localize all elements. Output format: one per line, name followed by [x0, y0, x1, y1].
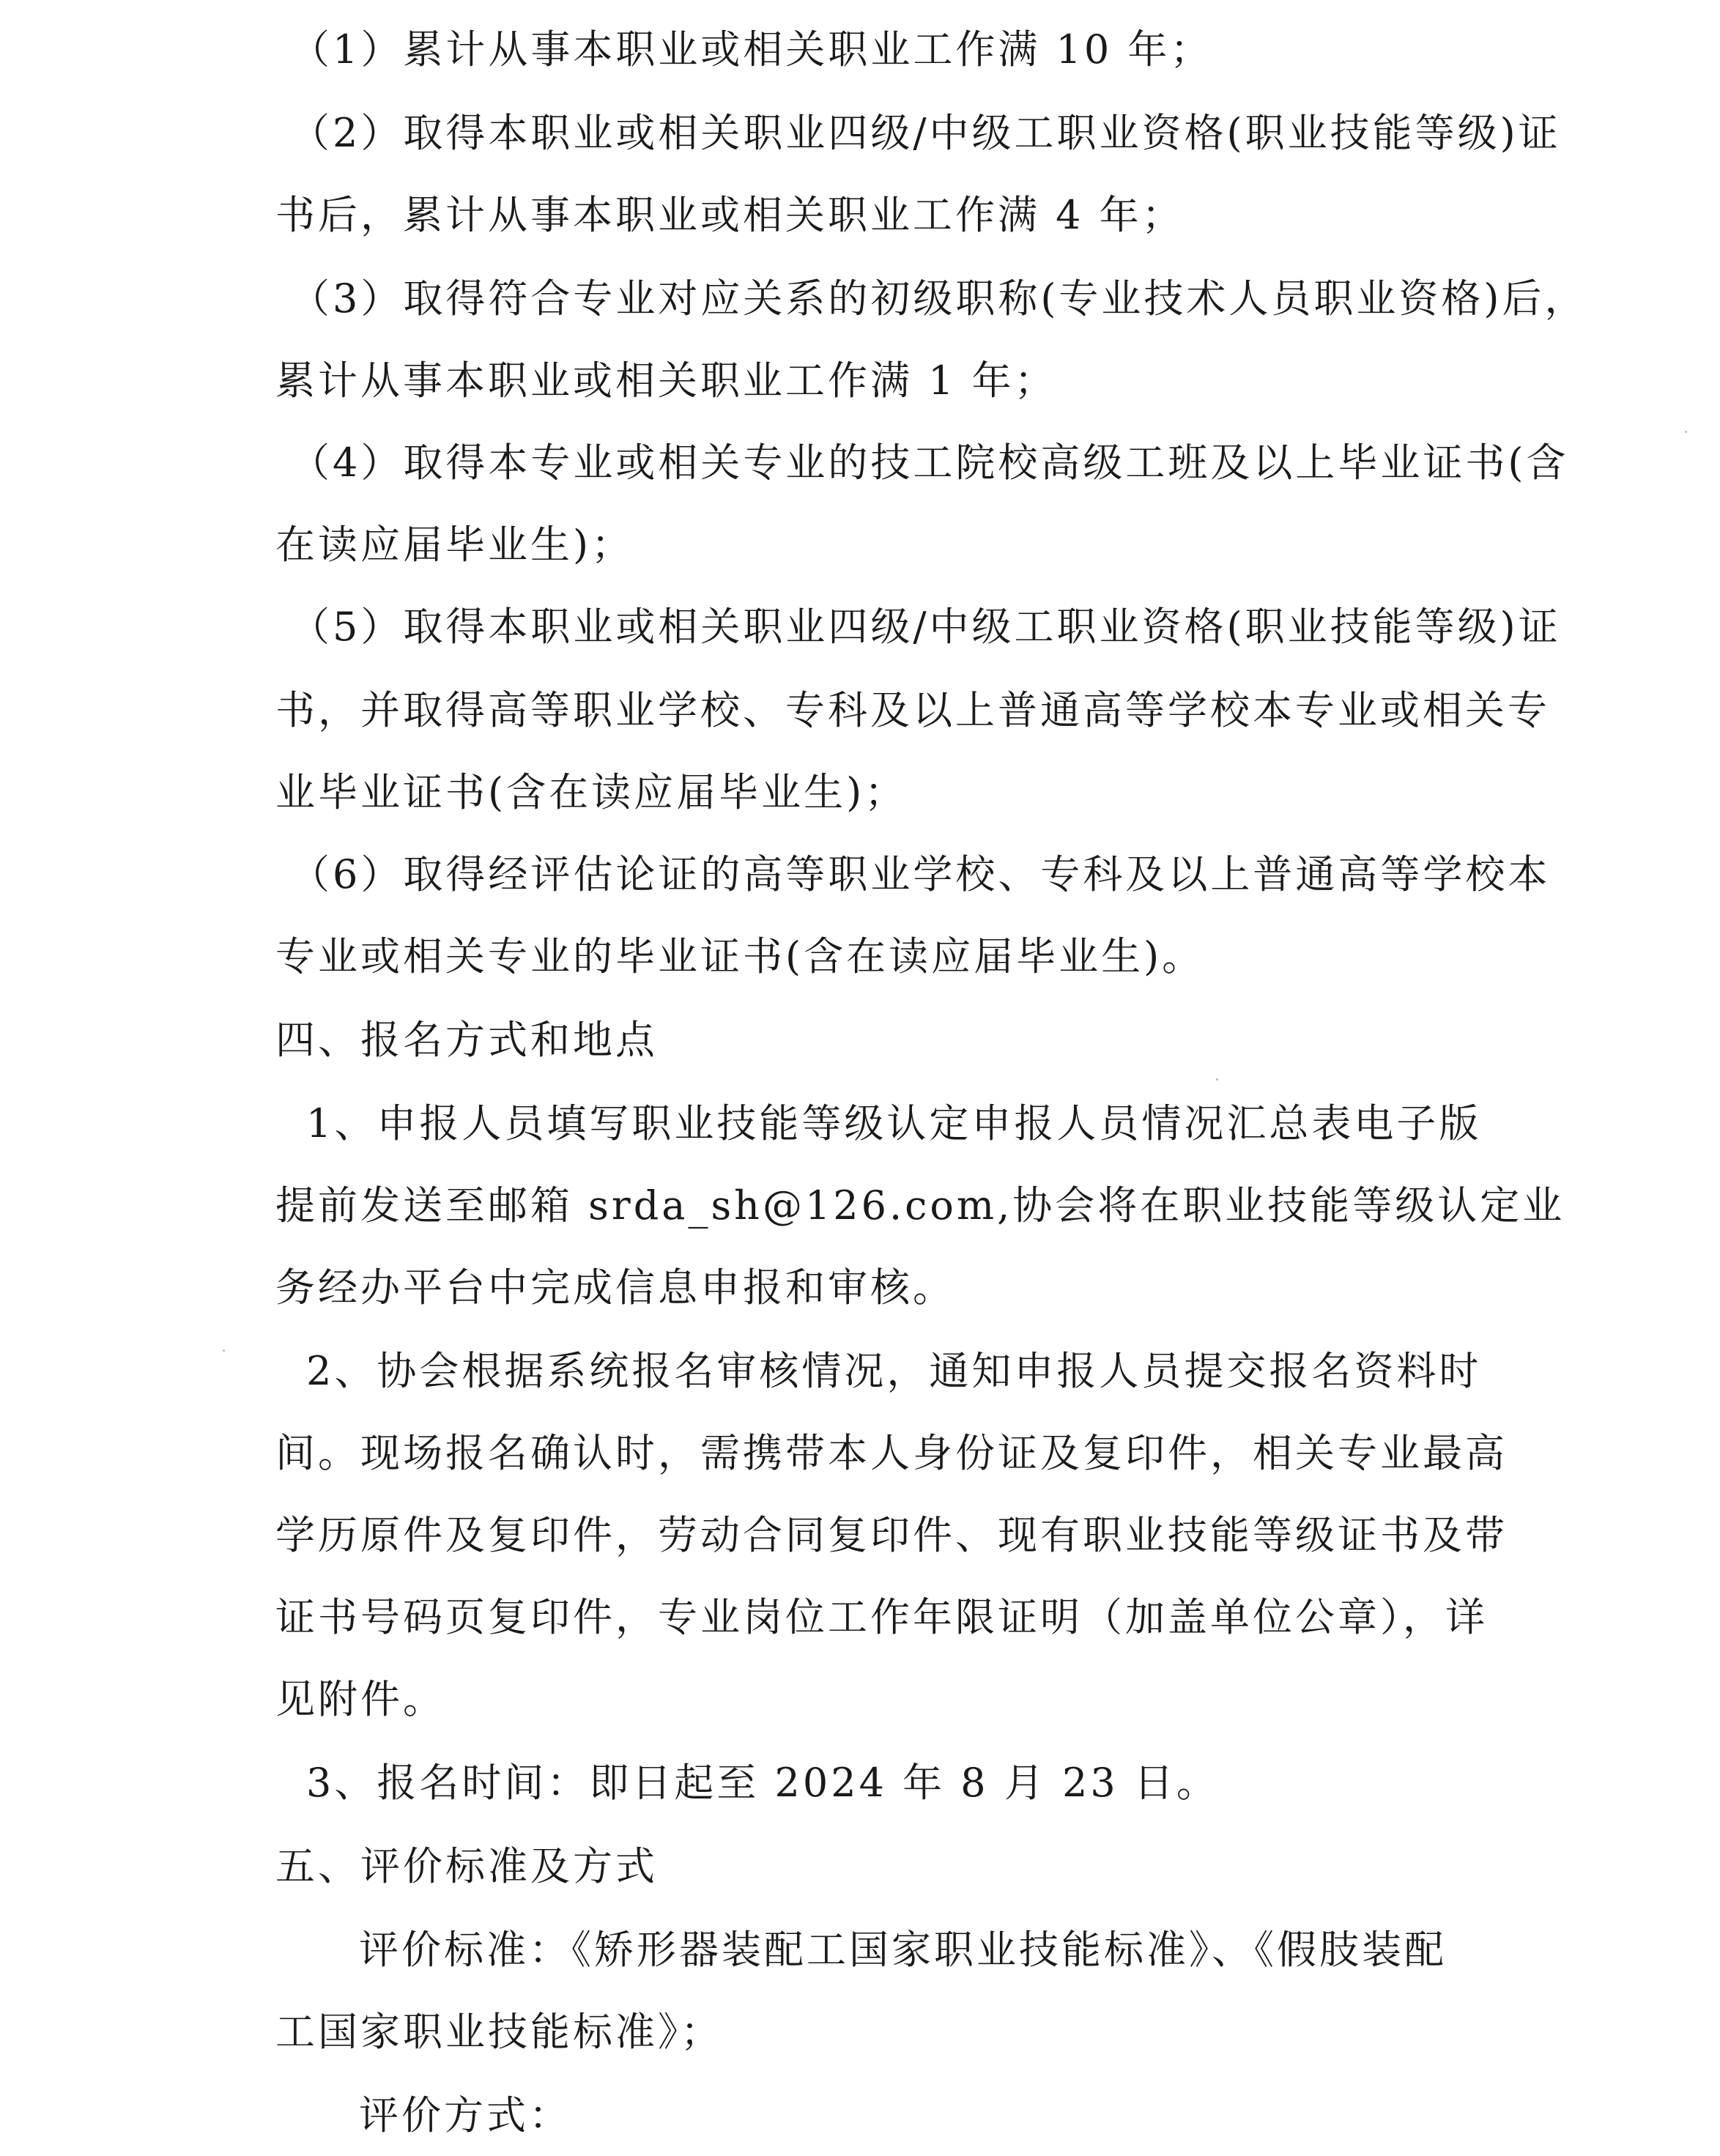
registration-step-2-line-4: 证书号码页复印件，专业岗位工作年限证明（加盖单位公章），详: [275, 1594, 1488, 1640]
section-4-heading: 四、报名方式和地点: [275, 1017, 658, 1063]
requirement-6-line-1: （6）取得经评估论证的高等职业学校、专科及以上普通高等学校本: [290, 851, 1551, 897]
registration-step-1-line-3: 务经办平台中完成信息申报和审核。: [275, 1264, 955, 1311]
scan-speck: [1685, 431, 1687, 433]
evaluation-standard-line-2: 工国家职业技能标准》；: [275, 2009, 723, 2055]
requirement-2-line-2: 书后，累计从事本职业或相关职业工作满 4 年；: [275, 192, 1185, 238]
scan-speck: [1216, 1078, 1218, 1081]
requirement-6-line-2: 专业或相关专业的毕业证书(含在读应届毕业生)。: [275, 933, 1205, 979]
scan-speck: [223, 1349, 225, 1352]
registration-step-1-line-1: 1、申报人员填写职业技能等级认定申报人员情况汇总表电子版: [306, 1100, 1482, 1146]
registration-step-2-line-3: 学历原件及复印件，劳动合同复印件、现有职业技能等级证书及带: [275, 1512, 1508, 1558]
requirement-2-line-1: （2）取得本职业或相关职业四级/中级工职业资格(职业技能等级)证: [290, 110, 1561, 156]
requirement-4-line-1: （4）取得本专业或相关专业的技工院校高级工班及以上毕业证书(含: [290, 440, 1569, 486]
requirement-5-line-2: 书，并取得高等职业学校、专科及以上普通高等学校本专业或相关专: [275, 687, 1550, 733]
requirement-5-line-3: 业毕业证书(含在读应届毕业生)；: [275, 769, 908, 815]
requirement-4-line-2: 在读应届毕业生)；: [275, 522, 634, 568]
registration-step-2-line-5: 见附件。: [275, 1676, 445, 1722]
registration-step-2-line-2: 间。现场报名确认时，需携带本人身份证及复印件，相关专业最高: [275, 1430, 1508, 1476]
evaluation-standard-line-1: 评价标准：《矫形器装配工国家职业技能标准》、《假肢装配: [359, 1927, 1447, 1973]
registration-step-1-line-2: 提前发送至邮箱 srda_sh@126.com,协会将在职业技能等级认定业: [275, 1182, 1565, 1229]
evaluation-method-label: 评价方式：: [359, 2092, 571, 2138]
section-5-heading: 五、评价标准及方式: [275, 1843, 658, 1889]
requirement-3-line-2: 累计从事本职业或相关职业工作满 1 年；: [275, 358, 1057, 404]
registration-step-3: 3、报名时间：即日起至 2024 年 8 月 23 日。: [306, 1760, 1219, 1806]
requirement-3-line-1: （3）取得符合专业对应关系的初级职称(专业技术人员职业资格)后，: [290, 275, 1587, 322]
requirement-1: （1）累计从事本职业或相关职业工作满 10 年；: [290, 26, 1213, 73]
registration-step-2-line-1: 2、协会根据系统报名审核情况，通知申报人员提交报名资料时: [306, 1348, 1482, 1394]
requirement-5-line-1: （5）取得本职业或相关职业四级/中级工职业资格(职业技能等级)证: [290, 604, 1561, 650]
